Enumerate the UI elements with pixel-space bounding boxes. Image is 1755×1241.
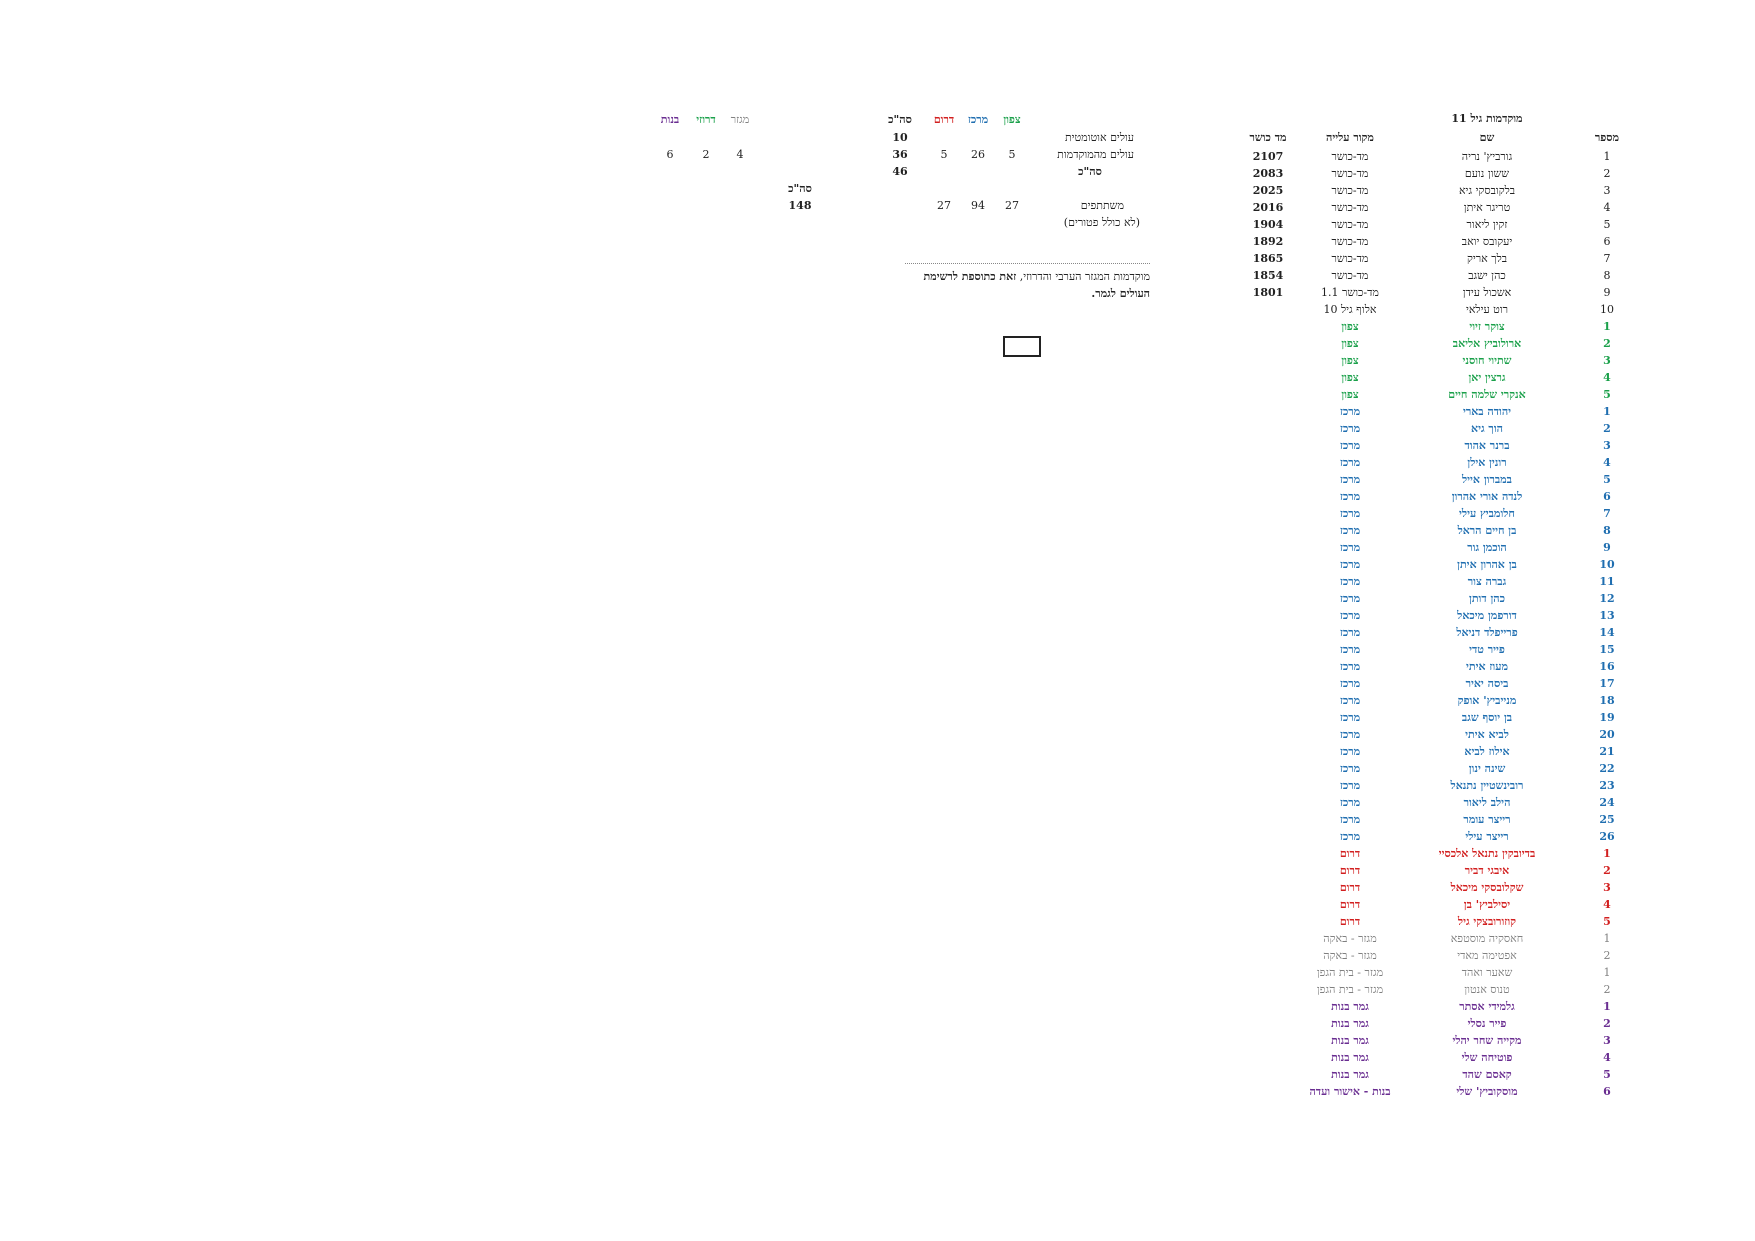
row-score: 2025 [1252,184,1284,197]
row-name: ארולוביץ אליאב [1452,337,1522,350]
row-source: מרכז [1339,677,1361,690]
row-name: אילוז לביא [1464,745,1510,758]
prelim-total: 36 [892,148,908,161]
druze-count: 2 [702,148,710,161]
table-row [0,403,1755,420]
row-source: דרום [1339,847,1361,860]
row-name: קאסם שהד [1462,1068,1512,1081]
auto-label: עולים אוטומטית [1064,131,1134,144]
summary-header-south: דרום [933,113,955,126]
row-source: מד-כושר [1331,150,1369,163]
table-row [0,386,1755,403]
row-name: פרייפלד דניאל [1456,626,1518,639]
row-number: 2 [1603,1017,1611,1030]
row-number: 4 [1603,371,1611,384]
table-row [0,148,1755,165]
row-source: מרכז [1339,592,1361,605]
row-name: מוסקוביץ' שלי [1456,1085,1518,1098]
row-source: בנות - אישור ועדה [1309,1085,1391,1098]
row-number: 5 [1603,915,1611,928]
row-name: רונין אילן [1467,456,1507,469]
summary-header-total: סה"כ [888,113,912,126]
row-score: 2107 [1252,150,1284,163]
row-number: 2 [1603,337,1611,350]
row-number: 1 [1603,932,1611,945]
row-name: מקייה שחר יהלי [1452,1034,1522,1047]
row-source: מרכז [1339,694,1361,707]
row-source: מרכז [1339,490,1361,503]
row-name: חלומביץ עילי [1459,507,1515,520]
auto-total: 10 [892,131,908,144]
table-row [0,658,1755,675]
participants-note: (לא כולל פטורים) [1063,216,1140,229]
row-name: מעוז איתי [1466,660,1508,673]
row-source: דרום [1339,881,1361,894]
table-row [0,709,1755,726]
row-number: 3 [1603,439,1611,452]
row-number: 23 [1599,779,1615,792]
row-source: מרכז [1339,558,1361,571]
row-source: גמר בנות [1331,1017,1369,1030]
row-source: דרום [1339,898,1361,911]
row-source: מרכז [1339,762,1361,775]
table-row [0,488,1755,505]
row-name: קוזורובצקי גיל [1457,915,1517,928]
row-number: 13 [1599,609,1615,622]
row-source: מרכז [1339,507,1361,520]
table-row [0,896,1755,913]
row-name: פייר נסלי [1467,1017,1507,1030]
row-name: ביסה יאיר [1465,677,1509,690]
row-name: הוך גיא [1471,422,1503,435]
row-number: 18 [1599,694,1615,707]
row-name: רוט עילאי [1465,303,1509,316]
dotted-divider [905,263,1150,264]
row-number: 5 [1603,1068,1611,1081]
row-number: 20 [1599,728,1615,741]
table-row [0,947,1755,964]
row-number: 19 [1599,711,1615,724]
row-number: 1 [1603,320,1611,333]
row-name: טריגר איתן [1463,201,1511,214]
row-number: 1 [1603,966,1611,979]
row-source: מרכז [1339,422,1361,435]
sum-total: 46 [892,165,908,178]
row-number: 3 [1603,354,1611,367]
row-number: 24 [1599,796,1615,809]
row-name: במברון אייל [1462,473,1512,486]
note-line-1a: מוקדמות המגזר הערבי והדרוזי, [1019,270,1150,283]
row-number: 6 [1603,235,1611,248]
note-line-2: העולים לגמר. [1091,287,1150,300]
table-row [0,335,1755,352]
table-row [0,1032,1755,1049]
row-name: אפטימה מאדי [1457,949,1517,962]
row-source: מרכז [1339,711,1361,724]
row-number: 7 [1603,507,1611,520]
table-row [0,505,1755,522]
row-name: לנדה אורי אהרון [1451,490,1523,503]
row-number: 8 [1603,269,1611,282]
row-source: מרכז [1339,830,1361,843]
row-number: 2 [1603,422,1611,435]
participants-south: 27 [937,199,951,212]
prelim-north: 5 [1008,148,1016,161]
row-source: מרכז [1339,541,1361,554]
row-source: מרכז [1339,626,1361,639]
row-name: טנוס אנטון [1464,983,1510,996]
participants-center: 94 [971,199,985,212]
druze-header: דרוזי [696,113,716,126]
row-number: 3 [1603,881,1611,894]
table-row [0,1066,1755,1083]
summary-header-north: צפון [1003,113,1021,126]
row-name: צוקר זיוי [1469,320,1505,333]
table-row [0,522,1755,539]
row-name: הוכמן גור [1467,541,1507,554]
table-row [0,794,1755,811]
row-number: 26 [1599,830,1615,843]
row-source: מרכז [1339,575,1361,588]
table-row [0,998,1755,1015]
row-number: 2 [1603,864,1611,877]
row-name: בדיובקין נתנאל אלכסיי [1438,847,1536,860]
row-name: ששון נועם [1464,167,1510,180]
row-source: מד-כושר [1331,167,1369,180]
table-row [0,471,1755,488]
row-number: 1 [1603,150,1611,163]
prelim-south: 5 [940,148,948,161]
participants-north: 27 [1005,199,1019,212]
empty-cell-box [1003,336,1041,357]
table-row [0,369,1755,386]
row-name: איבגי דביר [1464,864,1510,877]
grand-total: 148 [788,199,812,212]
table-row [0,233,1755,250]
row-score: 1865 [1252,252,1284,265]
row-source: מרכז [1339,728,1361,741]
row-number: 9 [1603,541,1611,554]
table-row [0,318,1755,335]
row-number: 1 [1603,1000,1611,1013]
row-number: 1 [1603,847,1611,860]
row-source: צפון [1341,320,1359,333]
row-name: מנייביץ' אופק [1457,694,1517,707]
row-source: מרכז [1339,796,1361,809]
row-score: 1854 [1252,269,1284,282]
sector-count: 4 [736,148,744,161]
row-number: 21 [1599,745,1615,758]
row-name: בלקובסקי גיא [1458,184,1516,197]
row-number: 2 [1603,949,1611,962]
row-name: רייצר עומר [1463,813,1511,826]
girls-count: 6 [666,148,674,161]
row-source: מרכז [1339,745,1361,758]
row-source: מד-כושר 1.1 [1321,286,1379,299]
row-number: 4 [1603,1051,1611,1064]
row-name: פייר טדי [1469,643,1505,656]
row-number: 2 [1603,167,1611,180]
table-row [0,981,1755,998]
row-source: מרכז [1339,660,1361,673]
row-name: בן חיים הראל [1457,524,1517,537]
table-row [0,607,1755,624]
row-number: 4 [1603,898,1611,911]
row-name: גברה צור [1467,575,1507,588]
participants-label: משתתפים [1080,199,1124,212]
row-name: בן אהרון איתן [1457,558,1517,571]
table-row [0,964,1755,981]
row-number: 12 [1599,592,1615,605]
row-name: גורביץ' נריה [1461,150,1513,163]
table-row [0,182,1755,199]
col-header-score: מד כושר [1249,131,1287,144]
row-source: מרכז [1339,439,1361,452]
row-name: פוטיחה שלי [1461,1051,1513,1064]
table-row [0,165,1755,182]
row-score: 1801 [1252,286,1284,299]
row-source: מד-כושר [1331,184,1369,197]
row-source: מגזר - בית הגפן [1316,966,1384,979]
table-row [0,556,1755,573]
table-row [0,1015,1755,1032]
row-source: אלוף גיל 10 [1323,303,1377,316]
row-source: מד-כושר [1331,201,1369,214]
table-row [0,352,1755,369]
row-score: 1904 [1252,218,1284,231]
row-name: בלך אריק [1466,252,1508,265]
table-row [0,879,1755,896]
table-row [0,641,1755,658]
row-number: 6 [1603,490,1611,503]
table-row [0,573,1755,590]
row-source: צפון [1341,337,1359,350]
row-name: אשכול עידן [1462,286,1512,299]
row-source: מגזר - באקה [1323,932,1377,945]
row-source: צפון [1341,354,1359,367]
table-row [0,828,1755,845]
row-source: גמר בנות [1331,1034,1369,1047]
row-source: מרכז [1339,456,1361,469]
row-name: לביא איתי [1465,728,1509,741]
row-number: 11 [1599,575,1615,588]
row-number: 25 [1599,813,1615,826]
row-source: מד-כושר [1331,218,1369,231]
col-header-source: מקור עלייה [1326,131,1374,144]
table-row [0,726,1755,743]
prelim-center: 26 [971,148,985,161]
row-name: זקין ליאור [1466,218,1508,231]
row-name: רובינשטיין נתנאל [1450,779,1524,792]
row-source: מד-כושר [1331,252,1369,265]
row-name: גלמידי אסתר [1459,1000,1515,1013]
row-name: גרצין יאן [1468,371,1506,384]
row-number: 2 [1603,983,1611,996]
row-name: שינה ינון [1468,762,1506,775]
row-source: מרכז [1339,405,1361,418]
table-row [0,454,1755,471]
note-line-1b: זאת כתוספת לרשימת [923,270,1017,283]
table-row [0,743,1755,760]
row-number: 4 [1603,456,1611,469]
row-number: 5 [1603,473,1611,486]
row-name: כהן ישגב [1468,269,1506,282]
row-name: שקלובסקי מיכאל [1450,881,1524,894]
table-row [0,1083,1755,1100]
table-row [0,216,1755,233]
row-source: מרכז [1339,609,1361,622]
row-number: 3 [1603,1034,1611,1047]
row-source: גמר בנות [1331,1068,1369,1081]
row-number: 10 [1600,303,1614,316]
grand-total-label: סה"כ [788,182,812,195]
row-score: 2083 [1252,167,1284,180]
sector-header: מגזר [730,113,750,126]
girls-header: בנות [660,113,680,126]
row-number: 14 [1599,626,1615,639]
row-source: מגזר - באקה [1323,949,1377,962]
row-source: גמר בנות [1331,1051,1369,1064]
col-header-number: מספר [1594,131,1620,144]
row-number: 10 [1599,558,1615,571]
row-number: 3 [1603,184,1611,197]
table-row [0,777,1755,794]
row-source: מגזר - בית הגפן [1316,983,1384,996]
row-name: יסילביץ' בן [1463,898,1511,911]
row-source: דרום [1339,915,1361,928]
row-source: מרכז [1339,813,1361,826]
table-row [0,675,1755,692]
row-score: 2016 [1252,201,1284,214]
row-source: מד-כושר [1331,235,1369,248]
row-source: צפון [1341,371,1359,384]
row-number: 15 [1599,643,1615,656]
summary-header-center: מרכז [967,113,989,126]
row-source: מרכז [1339,473,1361,486]
table-row [0,692,1755,709]
table-row [0,301,1755,318]
row-name: רייצר עילי [1465,830,1509,843]
row-number: 22 [1599,762,1615,775]
prelim-label: עולים מהמוקדמות [1057,148,1134,161]
row-number: 6 [1603,1085,1611,1098]
row-number: 8 [1603,524,1611,537]
row-number: 5 [1603,218,1611,231]
row-source: מרכז [1339,524,1361,537]
row-name: אנקרי שלמה חיים [1448,388,1526,401]
table-row [0,199,1755,216]
table-row [0,811,1755,828]
row-number: 7 [1603,252,1611,265]
row-name: יעקובס יואב [1461,235,1513,248]
row-name: חאסקיה מוסטפא [1450,932,1524,945]
table-row [0,624,1755,641]
row-name: הילב ליאור [1463,796,1511,809]
table-row [0,437,1755,454]
row-source: מרכז [1339,643,1361,656]
row-number: 1 [1603,405,1611,418]
sum-label: סה"כ [1078,165,1102,178]
row-name: דורפמן מיכאל [1457,609,1517,622]
table-row [0,539,1755,556]
table-row [0,420,1755,437]
row-number: 17 [1599,677,1615,690]
row-score: 1892 [1252,235,1284,248]
row-number: 4 [1603,201,1611,214]
row-name: שתיוי חוסני [1462,354,1512,367]
page-title: מוקדמות גיל 11 [1451,112,1523,125]
row-source: צפון [1341,388,1359,401]
table-row [0,760,1755,777]
table-row [0,1049,1755,1066]
row-source: מרכז [1339,779,1361,792]
row-number: 16 [1599,660,1615,673]
row-number: 5 [1603,388,1611,401]
row-source: גמר בנות [1331,1000,1369,1013]
table-row [0,913,1755,930]
row-source: מד-כושר [1331,269,1369,282]
table-row [0,590,1755,607]
row-name: ברנר אהוד [1464,439,1510,452]
row-number: 9 [1603,286,1611,299]
row-name: שאער ואהד [1461,966,1513,979]
note-line-1 [860,270,1150,284]
row-name: כהן דותן [1469,592,1505,605]
table-row [0,930,1755,947]
row-name: בן יוסף שגב [1461,711,1513,724]
table-row [0,250,1755,267]
table-row [0,862,1755,879]
row-name: יהודה בארי [1462,405,1512,418]
table-row [0,845,1755,862]
col-header-name: שם [1479,131,1495,144]
row-source: דרום [1339,864,1361,877]
